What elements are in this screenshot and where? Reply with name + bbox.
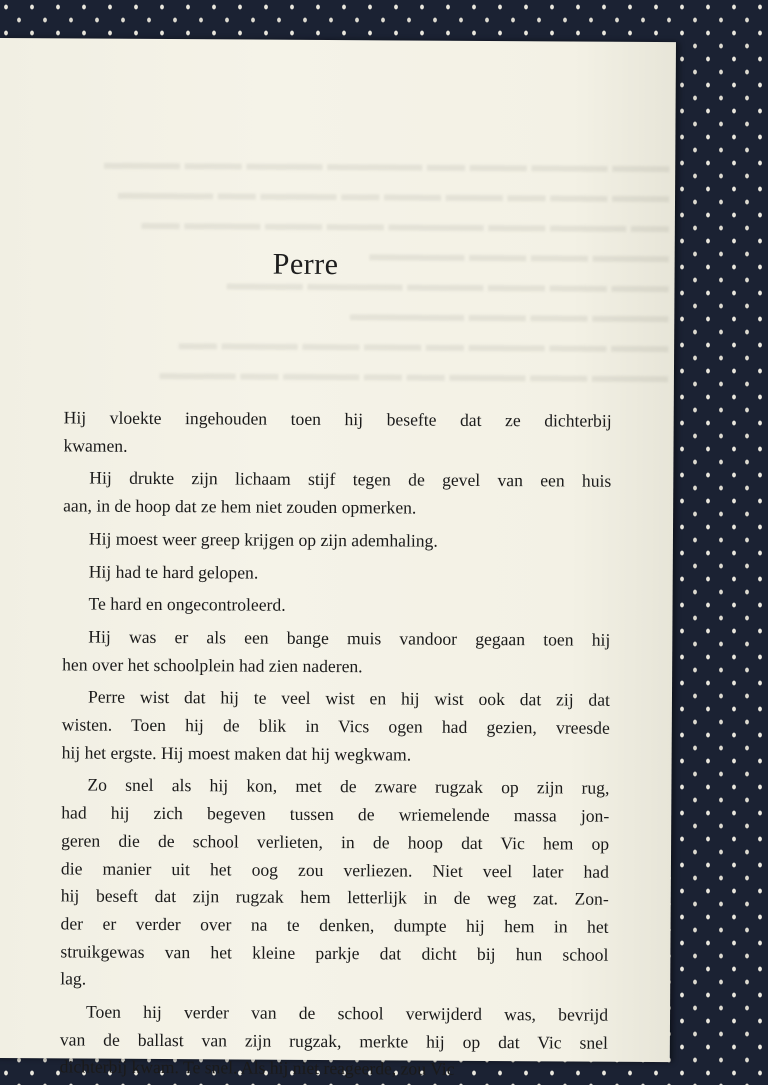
text-line: Hij was er als een bange muis vandoor gegaan toen hij bbox=[88, 626, 611, 650]
paragraph bbox=[62, 623, 610, 682]
paragraph bbox=[62, 684, 610, 770]
paragraph bbox=[63, 465, 611, 524]
text-line: hij beseft dat zijn rugzak hem letterlijk in de weg zat. Zon- bbox=[60, 885, 609, 909]
text-line: aan, in de hoop dat ze hem niet zouden opmerken. bbox=[63, 495, 417, 518]
paragraph bbox=[62, 591, 610, 622]
text-line: lag. bbox=[60, 968, 87, 989]
text-line: dichterbij kwam. Te snel. Als hij niet reageerde, zou Vic bbox=[59, 1056, 455, 1080]
text-line: hij het ergste. Hij moest maken dat hij wegkwam. bbox=[61, 742, 412, 765]
text-line: van de ballast van zijn rugzak, merkte hij op dat Vic snel bbox=[59, 1029, 608, 1053]
text-line: hen over het schoolplein had zien naderen. bbox=[62, 654, 363, 676]
text-line: Zo snel als hij kon, met de zware rugzak op zijn rug, bbox=[87, 774, 610, 799]
text-line: wisten. Toen hij de blik in Vics ogen had gezien, vreesde bbox=[61, 714, 610, 738]
text-line: Hij had te hard gelopen. bbox=[88, 561, 259, 583]
show-through-text: ▬▬▬ ▬▬▬▬ ▬▬▬ ▬▬ ▬▬▬▬▬ ▬▬▬▬ ▬▬▬ ▬▬▬▬ ▬▬▬ ▬▬▬ ▬▬ ▬▬▬ ▬▬▬ ▬▬ ▬▬▬▬ ▬▬ ▬▬▬▬▬ ▬▬ ▬▬▬▬ ▬▬▬ ▬▬▬▬▬ ▬▬▬ ▬▬▬ ▬▬▬▬ ▬▬ ▬▬▬▬ ▬▬▬ ▬▬▬ ▬▬▬▬▬ ▬▬▬ ▬▬▬ ▬▬▬ ▬▬▬▬ ▬▬▬▬▬ ▬▬▬▬ ▬▬▬▬ ▬▬▬ ▬▬▬ ▬▬▬▬▬▬ ▬▬▬ ▬▬▬ ▬▬▬▬ ▬▬ ▬▬▬ ▬▬▬ ▬▬▬▬ ▬▬ ▬▬▬▬ ▬▬▬ ▬▬▬▬ ▬▬ ▬▬ ▬▬▬▬ ▬▬ ▬▬▬▬ bbox=[103, 152, 670, 388]
book-page bbox=[0, 38, 676, 1080]
text-line: struikgewas van het kleine parkje dat dicht bij hun school bbox=[60, 941, 609, 965]
paragraph bbox=[60, 998, 608, 1084]
text-line: kwamen. bbox=[63, 435, 128, 456]
text-line: Te hard en ongecontroleerd. bbox=[88, 593, 286, 615]
text-line: Hij drukte zijn lichaam stijf tegen de gevel van een huis bbox=[89, 467, 612, 492]
text-line: had hij zich begeven tussen de wriemelende massa jon- bbox=[61, 802, 610, 826]
text-line: geren die de school verlieten, in de hoop dat Vic hem op bbox=[61, 830, 610, 854]
paragraph bbox=[63, 404, 611, 463]
paragraph bbox=[60, 772, 609, 997]
chapter-body-text bbox=[60, 404, 612, 1085]
text-line: Hij moest weer greep krijgen op zijn ademhaling. bbox=[88, 528, 438, 551]
text-line: Toen hij verder van de school verwijderd was, bevrijd bbox=[85, 1001, 609, 1025]
text-line: der er verder over na te denken, dumpte hij hem in het bbox=[60, 913, 609, 937]
paragraph bbox=[63, 558, 611, 589]
text-line: Perre wist dat hij te veel wist en hij wist ook dat zij dat bbox=[87, 686, 611, 711]
text-line: die manier uit het oog zou verliezen. Niet veel later had bbox=[60, 857, 609, 882]
chapter-title: Perre bbox=[272, 247, 339, 282]
text-line: Hij vloekte ingehouden toen hij besefte dat ze dichterbij bbox=[63, 407, 612, 431]
paragraph bbox=[63, 525, 611, 556]
